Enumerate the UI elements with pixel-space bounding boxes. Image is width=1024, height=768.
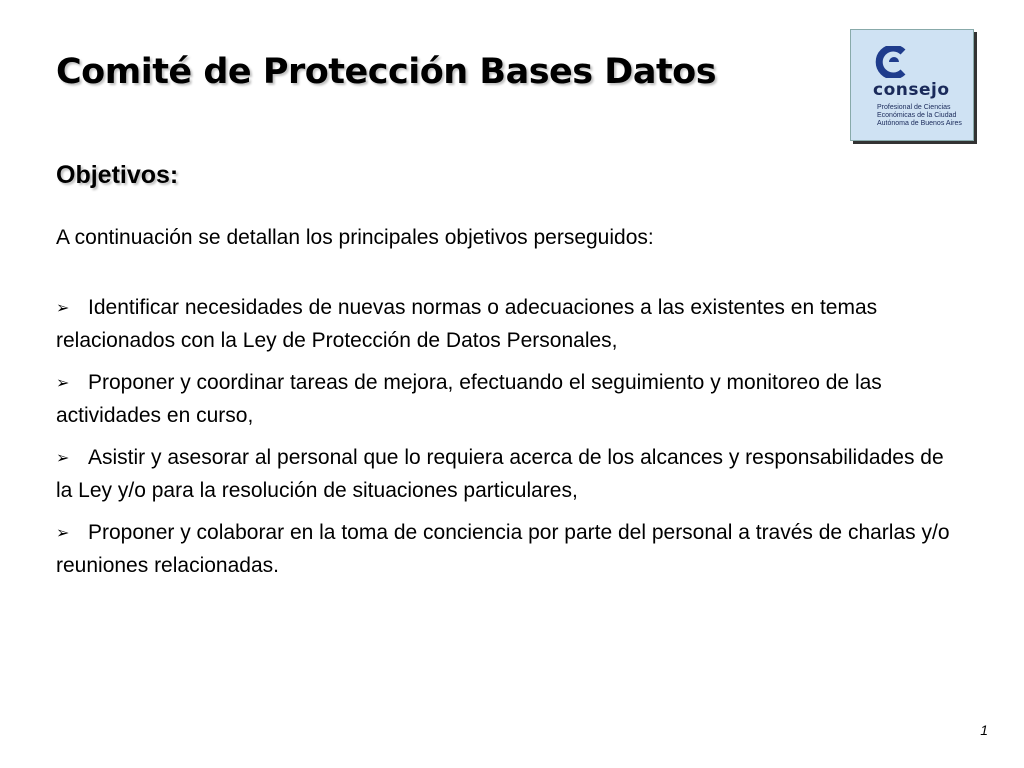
objective-item <box>56 367 956 432</box>
objective-item <box>56 292 956 357</box>
consejo-logo <box>850 29 974 141</box>
objective-text: Proponer y coordinar tareas de mejora, efectuando el seguimiento y monitoreo de las actividades en curso, <box>56 371 882 427</box>
section-heading: Objetivos: <box>56 161 179 189</box>
logo-subtext-line: Autónoma de Buenos Aires <box>877 120 962 127</box>
arrow-bullet-icon: ➢ <box>56 525 70 542</box>
objective-text: Proponer y colaborar en la toma de conciencia por parte del personal a través de charlas y/o reuniones relacionadas. <box>56 521 950 577</box>
logo-subtext-line: Económicas de la Ciudad <box>877 112 957 119</box>
objective-text: Identificar necesidades de nuevas normas o adecuaciones a las existentes en temas relacionados con la Ley de Protección de Datos Personales, <box>56 296 878 352</box>
arrow-bullet-icon: ➢ <box>56 450 70 467</box>
arrow-bullet-icon: ➢ <box>56 375 70 392</box>
objective-item <box>56 442 956 507</box>
consejo-logo-mark-icon <box>873 46 909 78</box>
objectives-list <box>56 292 956 592</box>
logo-subtext-line: Profesional de Ciencias <box>877 104 951 111</box>
page-number: 1 <box>980 722 988 738</box>
arrow-bullet-icon: ➢ <box>56 300 70 317</box>
objective-text: Asistir y asesorar al personal que lo requiera acerca de los alcances y responsabilidades de la Ley y/o para la resolución de situaciones particulares, <box>56 446 944 502</box>
slide-title: Comité de Protección Bases Datos <box>56 52 717 92</box>
logo-subtext <box>877 104 969 128</box>
objective-item <box>56 517 956 582</box>
logo-name: consejo <box>873 80 950 100</box>
intro-text: A continuación se detallan los principales objetivos perseguidos: <box>56 226 654 249</box>
